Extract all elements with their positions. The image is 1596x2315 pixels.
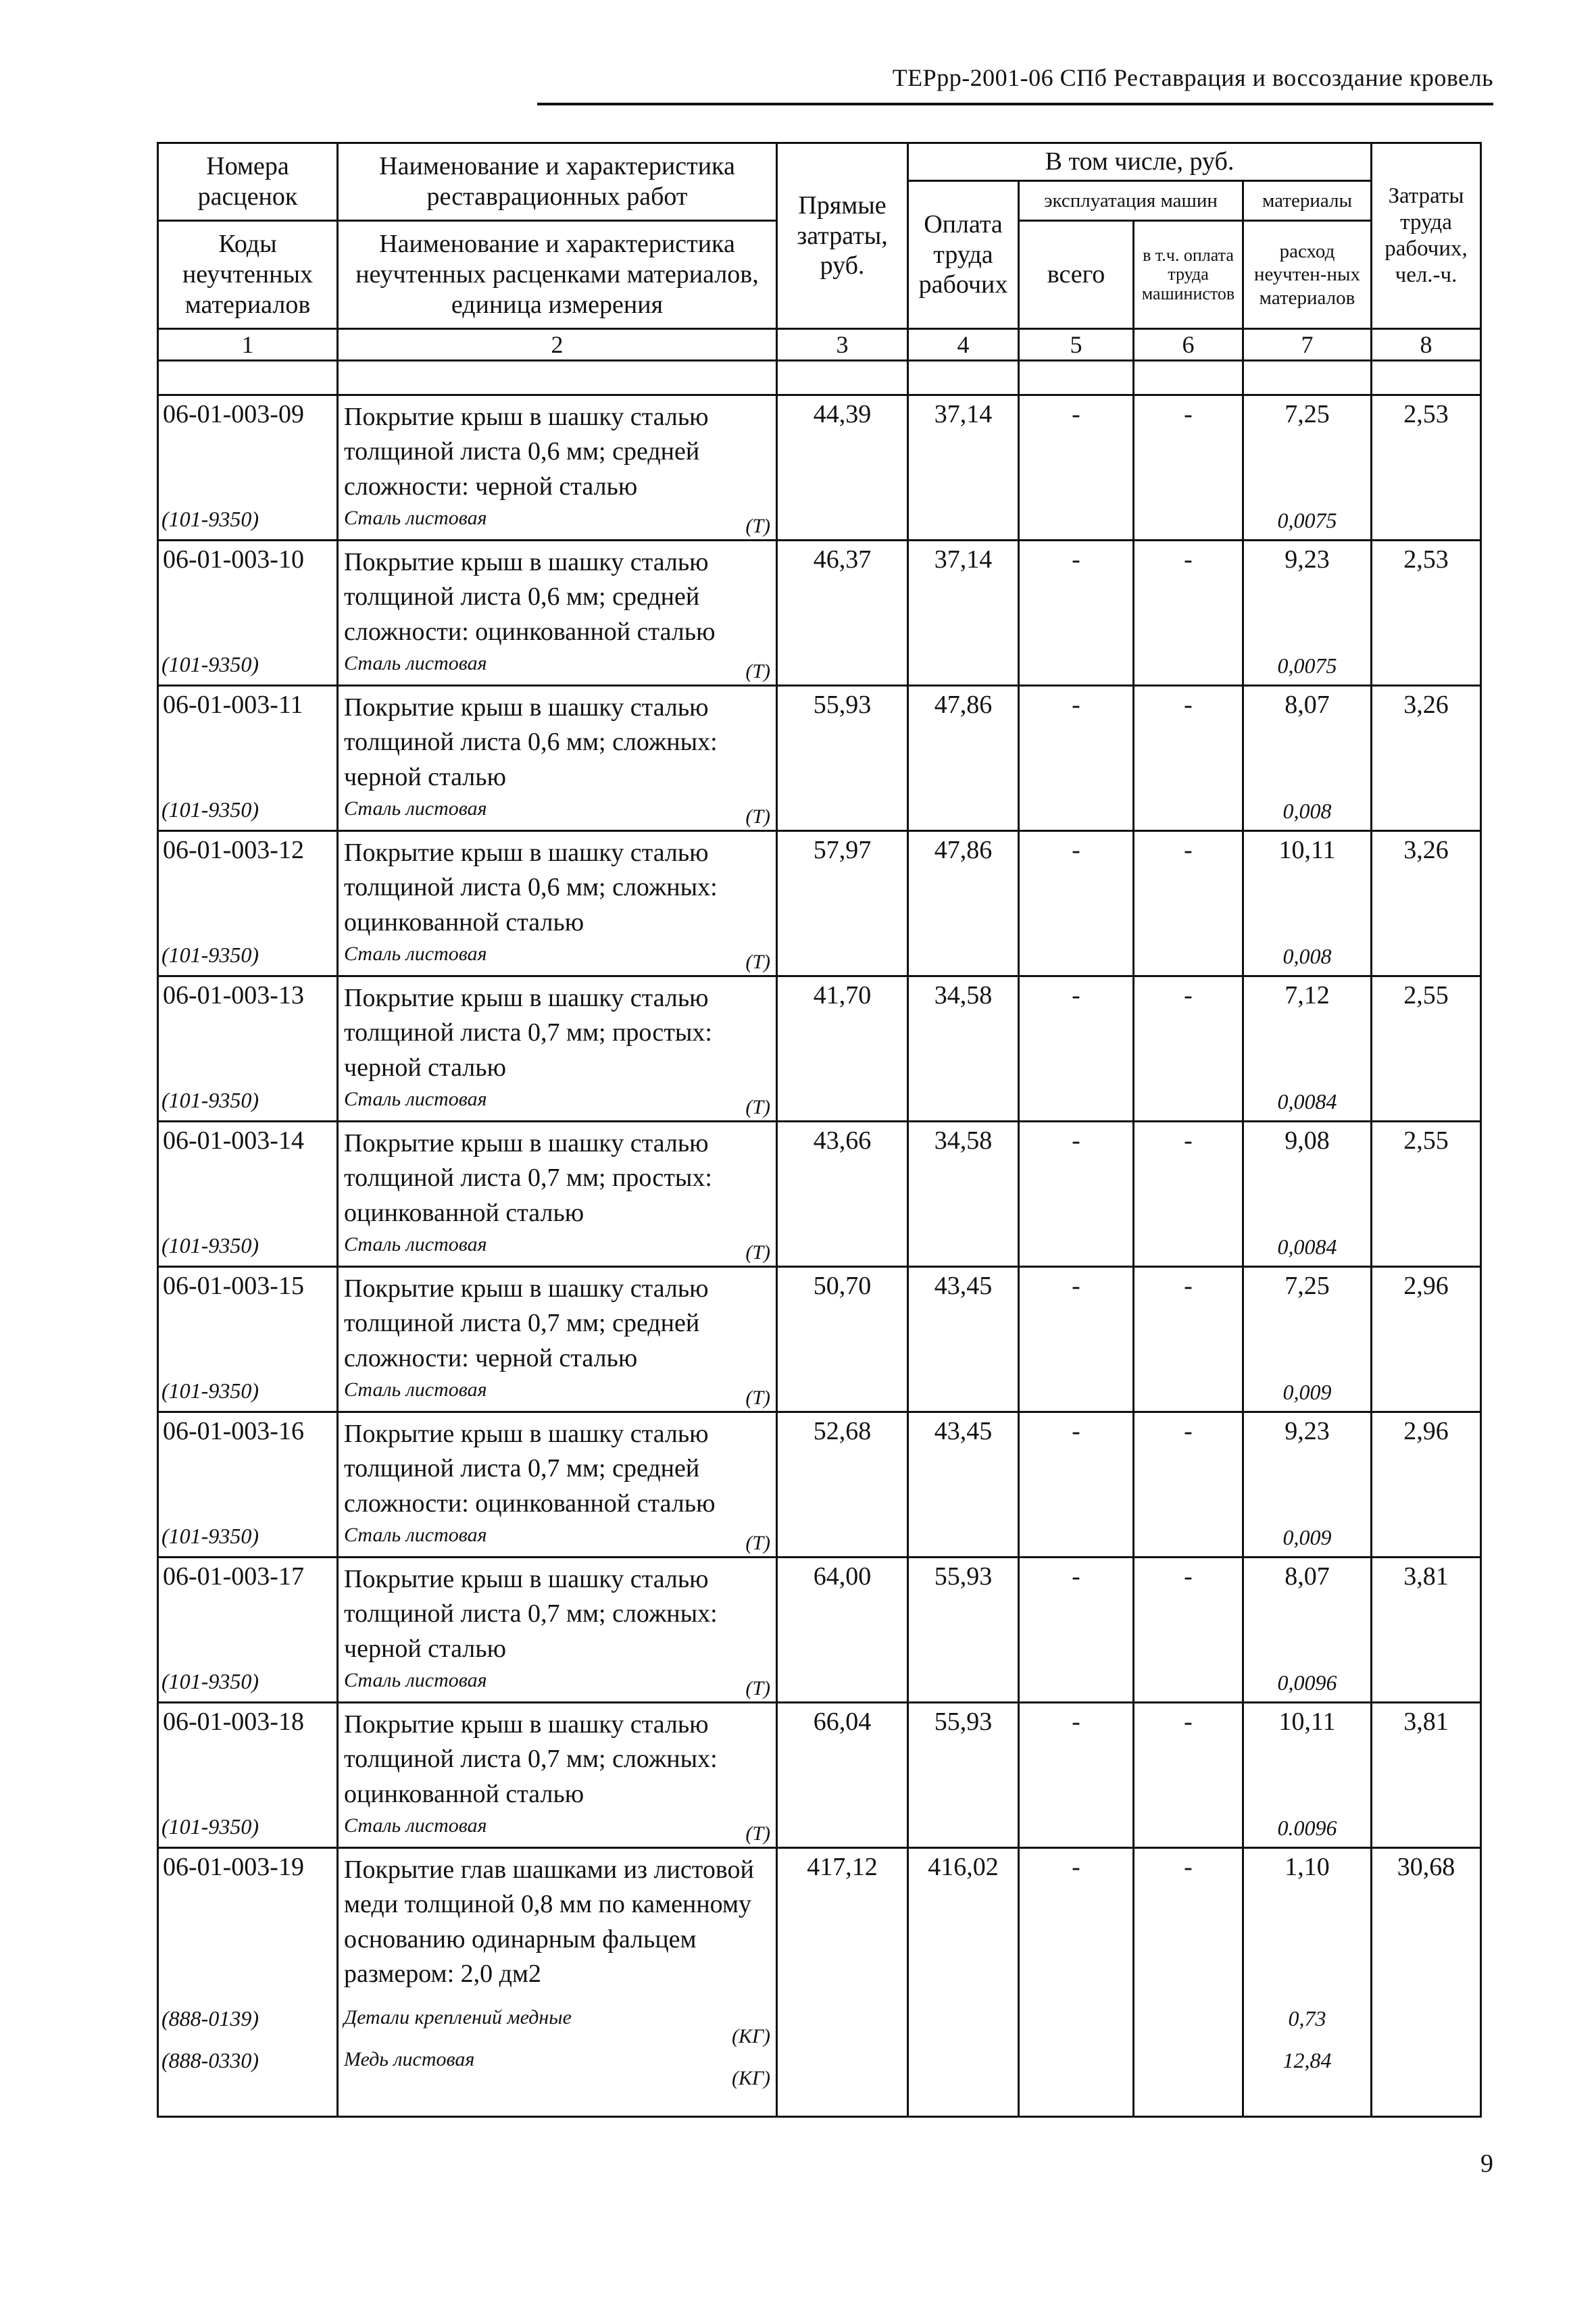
header-material-name: Наименование и характеристика неучтенных расценками материалов, единица измерения [338,221,777,329]
direct-costs-cell [777,395,908,541]
materials-cell [1243,831,1372,976]
material-unit: (Т) [745,515,770,537]
material-code: (101-9350) [161,652,259,676]
material-unit: (Т) [745,1532,770,1554]
rate-code-cell [158,686,338,831]
rate-code: 06-01-003-09 [163,400,304,428]
header-machines: эксплуатация машин [1019,181,1243,221]
operators-pay-value: - [1184,836,1193,864]
material-name: Сталь листовая [344,797,487,820]
labor-pay-cell [908,1703,1019,1848]
materials-cell [1243,686,1372,831]
material-name: Сталь листовая [344,1524,487,1546]
operators-pay-value: - [1184,691,1193,719]
operators-pay-cell [1134,1703,1243,1848]
column-number: 5 [1019,329,1134,361]
material-name: Сталь листовая [344,652,487,674]
rate-code: 06-01-003-10 [163,545,304,574]
column-number: 1 [158,329,338,361]
material-unit: (КГ) [732,2067,770,2089]
page-number: 9 [1480,2149,1493,2178]
materials-cell [1243,1122,1372,1267]
rates-table-container [157,142,1480,2118]
labor-pay-value: 34,58 [934,981,993,1010]
material-code: (101-9350) [161,507,259,531]
operators-pay-value: - [1184,545,1193,574]
labor-hours-value: 3,81 [1403,1562,1449,1591]
work-title-cell [338,395,777,541]
work-title: Покрытие крыш в шашку сталью толщиной листа 0,7 мм; простых: черной сталью [344,984,712,1082]
labor-pay-value: 47,86 [934,836,993,864]
table-row [158,976,1481,1122]
rate-code: 06-01-003-16 [163,1417,304,1445]
work-title: Покрытие крыш в шашку сталью толщиной листа 0,7 мм; средней сложности: черной сталью [344,1274,709,1372]
operators-pay-value: - [1184,1272,1193,1300]
material-consumption: 0,009 [1282,1380,1332,1404]
operators-pay-cell [1134,686,1243,831]
rate-code-cell [158,1267,338,1412]
direct-costs-value: 46,37 [813,545,872,574]
labor-pay-cell [908,1267,1019,1412]
machines-total-cell [1019,1412,1134,1558]
labor-pay-cell [908,1848,1019,2117]
machines-total-value: - [1072,1853,1080,1881]
header-consumption: расход неучтен-ных материалов [1243,221,1372,329]
direct-costs-value: 66,04 [813,1708,872,1736]
operators-pay-value: - [1184,981,1193,1010]
rate-code: 06-01-003-12 [163,836,304,864]
table-head [158,143,1481,395]
work-title-cell [338,1267,777,1412]
labor-hours-value: 3,26 [1403,691,1449,719]
rate-code: 06-01-003-11 [163,691,303,719]
machines-total-cell [1019,1703,1134,1848]
material-unit: (Т) [745,805,770,828]
machines-total-value: - [1072,836,1080,864]
labor-pay-value: 43,45 [934,1417,993,1445]
materials-cell [1243,976,1372,1122]
operators-pay-value: - [1184,1562,1193,1591]
rate-code: 06-01-003-14 [163,1126,304,1155]
materials-cell [1243,1412,1372,1558]
materials-cell [1243,1267,1372,1412]
materials-cell [1243,1703,1372,1848]
spacer-row [158,361,1481,395]
operators-pay-value: - [1184,400,1193,428]
operators-pay-cell [1134,1122,1243,1267]
table-row [158,1703,1481,1848]
rates-table [157,142,1482,2118]
labor-pay-cell [908,395,1019,541]
material-unit: (Т) [745,1096,770,1118]
table-row [158,686,1481,831]
direct-costs-value: 55,93 [813,691,872,719]
work-title-cell [338,1412,777,1558]
material-consumption: 0,0075 [1277,653,1337,678]
rate-code-cell [158,831,338,976]
labor-pay-value: 34,58 [934,1126,993,1155]
materials-cost: 8,07 [1285,691,1330,719]
table-row [158,831,1481,976]
table-row [158,1412,1481,1558]
labor-hours-cell [1372,1558,1481,1703]
operators-pay-value: - [1184,1417,1193,1445]
materials-cost: 1,10 [1285,1853,1330,1881]
rate-code-cell [158,1703,338,1848]
operators-pay-cell [1134,1412,1243,1558]
labor-pay-value: 55,93 [934,1562,993,1591]
rate-code-cell [158,1848,338,2117]
direct-costs-value: 44,39 [813,400,872,428]
labor-pay-value: 416,02 [928,1853,999,1881]
rate-code: 06-01-003-18 [163,1708,304,1736]
material-code: (101-9350) [161,1233,259,1258]
operators-pay-cell [1134,1848,1243,2117]
direct-costs-value: 64,00 [813,1562,872,1591]
material-code: (101-9350) [161,1669,259,1693]
column-number: 7 [1243,329,1372,361]
work-title: Покрытие крыш в шашку сталью толщиной листа 0,6 мм; средней сложности: оцинкованной сталью [344,548,716,646]
material-name: Сталь листовая [344,1233,487,1255]
material-name: Медь листовая [344,2048,475,2070]
direct-costs-value: 417,12 [807,1853,878,1881]
material-name: Сталь листовая [344,1669,487,1691]
labor-pay-cell [908,686,1019,831]
rate-code-cell [158,1412,338,1558]
direct-costs-cell [777,976,908,1122]
labor-hours-cell [1372,395,1481,541]
running-header: ТЕРрр-2001-06 СПб Реставрация и воссоздание кровель [892,64,1493,91]
direct-costs-value: 43,66 [813,1126,872,1155]
material-consumption: 12,84 [1282,2048,1332,2072]
column-number: 2 [338,329,777,361]
operators-pay-cell [1134,831,1243,976]
labor-pay-value: 43,45 [934,1272,993,1300]
work-title-cell [338,976,777,1122]
labor-pay-value: 37,14 [934,400,993,428]
work-title: Покрытие крыш в шашку сталью толщиной листа 0,7 мм; сложных: оцинкованной сталью [344,1710,718,1808]
direct-costs-cell [777,1848,908,2117]
material-consumption: 0,0084 [1277,1235,1337,1259]
direct-costs-cell [777,1703,908,1848]
material-consumption: 0,73 [1288,2006,1326,2031]
material-name: Сталь листовая [344,507,487,529]
material-consumption: 0,0096 [1277,1670,1337,1695]
table-row [158,1267,1481,1412]
column-number: 6 [1134,329,1243,361]
labor-hours-value: 2,55 [1403,1126,1449,1155]
labor-pay-cell [908,541,1019,686]
material-unit: (Т) [745,951,770,973]
materials-cell [1243,1558,1372,1703]
work-title-cell [338,541,777,686]
machines-total-cell [1019,831,1134,976]
operators-pay-cell [1134,1267,1243,1412]
material-code: (101-9350) [161,1524,259,1548]
direct-costs-cell [777,1267,908,1412]
work-title: Покрытие крыш в шашку сталью толщиной листа 0,6 мм; сложных: оцинкованной сталью [344,839,718,937]
material-code: (101-9350) [161,1378,259,1403]
rate-code: 06-01-003-15 [163,1272,304,1300]
rate-code-cell [158,976,338,1122]
header-machines-total: всего [1019,221,1134,329]
labor-hours-value: 2,96 [1403,1417,1449,1445]
machines-total-value: - [1072,545,1080,574]
machines-total-cell [1019,541,1134,686]
materials-cell [1243,1848,1372,2117]
material-unit: (Т) [745,1387,770,1409]
work-title: Покрытие глав шашками из листовой меди толщиной 0,8 мм по каменному основанию одинарным фальцем размером: 2,0 дм2 [344,1856,754,1988]
labor-hours-value: 3,81 [1403,1708,1449,1736]
labor-hours-value: 3,26 [1403,836,1449,864]
machines-total-cell [1019,976,1134,1122]
machines-total-value: - [1072,1126,1080,1155]
header-labor-costs: Затраты труда рабочих, чел.-ч. [1372,143,1481,329]
direct-costs-cell [777,686,908,831]
materials-cost: 10,11 [1278,836,1336,864]
work-title-cell [338,1558,777,1703]
material-code: (888-0330) [161,2048,259,2072]
operators-pay-cell [1134,395,1243,541]
labor-hours-value: 2,53 [1403,545,1449,574]
material-name: Сталь листовая [344,943,487,965]
material-name: Сталь листовая [344,1378,487,1401]
labor-pay-value: 55,93 [934,1708,993,1736]
header-rate-numbers: Номера расценок [158,143,338,221]
work-title: Покрытие крыш в шашку сталью толщиной листа 0,7 мм; простых: оцинкованной сталью [344,1129,712,1227]
header-labor-pay: Оплата труда рабочих [908,181,1019,329]
table-row [158,1848,1481,2117]
material-name: Сталь листовая [344,1088,487,1110]
direct-costs-cell [777,1122,908,1267]
machines-total-value: - [1072,1708,1080,1736]
materials-cost: 9,23 [1285,1417,1330,1445]
work-title-cell [338,1703,777,1848]
material-unit: (Т) [745,660,770,682]
labor-pay-cell [908,976,1019,1122]
direct-costs-value: 52,68 [813,1417,872,1445]
work-title-cell [338,831,777,976]
labor-hours-cell [1372,1267,1481,1412]
column-number: 3 [777,329,908,361]
material-consumption: 0.0096 [1277,1816,1337,1840]
labor-pay-value: 37,14 [934,545,993,574]
materials-cost: 7,25 [1285,400,1330,428]
direct-costs-value: 57,97 [813,836,872,864]
column-number: 8 [1372,329,1481,361]
rate-code: 06-01-003-13 [163,981,304,1010]
rate-code-cell [158,541,338,686]
labor-hours-cell [1372,976,1481,1122]
materials-cell [1243,395,1372,541]
labor-hours-cell [1372,1848,1481,2117]
labor-hours-cell [1372,1412,1481,1558]
header-rule [537,103,1493,105]
direct-costs-value: 50,70 [813,1272,872,1300]
table-row [158,1122,1481,1267]
operators-pay-cell [1134,976,1243,1122]
work-title-cell [338,1122,777,1267]
header-incl-operators: в т.ч. оплата труда машинистов [1134,221,1243,329]
table-row [158,395,1481,541]
material-name: Детали креплений медные [344,2006,572,2028]
material-consumption: 0,008 [1282,944,1332,968]
table-body [158,395,1481,2117]
machines-total-cell [1019,395,1134,541]
material-consumption: 0,0084 [1277,1089,1337,1114]
labor-hours-cell [1372,831,1481,976]
material-code: (101-9350) [161,1814,259,1839]
machines-total-cell [1019,1848,1134,2117]
materials-cost: 7,12 [1285,981,1330,1010]
direct-costs-cell [777,1412,908,1558]
labor-hours-cell [1372,1703,1481,1848]
header-direct-costs: Прямые затраты, руб. [777,143,908,329]
material-unit: (Т) [745,1822,770,1845]
machines-total-value: - [1072,1272,1080,1300]
work-title: Покрытие крыш в шашку сталью толщиной листа 0,6 мм; средней сложности: черной сталью [344,403,709,501]
rate-code-cell [158,395,338,541]
machines-total-value: - [1072,981,1080,1010]
direct-costs-cell [777,541,908,686]
materials-cost: 8,07 [1285,1562,1330,1591]
materials-cost: 10,11 [1278,1708,1336,1736]
rate-code-cell [158,1558,338,1703]
machines-total-value: - [1072,1417,1080,1445]
work-title-cell [338,1848,777,2117]
material-code: (101-9350) [161,797,259,822]
labor-hours-value: 2,53 [1403,400,1449,428]
labor-hours-value: 30,68 [1397,1853,1455,1881]
material-consumption: 0,009 [1282,1525,1332,1549]
labor-pay-cell [908,1122,1019,1267]
direct-costs-cell [777,831,908,976]
materials-cost: 7,25 [1285,1272,1330,1300]
header-work-name: Наименование и характеристика реставрационных работ [338,143,777,221]
work-title: Покрытие крыш в шашку сталью толщиной листа 0,7 мм; сложных: черной сталью [344,1565,718,1663]
material-code: (101-9350) [161,1088,259,1112]
machines-total-cell [1019,686,1134,831]
labor-hours-value: 2,55 [1403,981,1449,1010]
labor-pay-cell [908,831,1019,976]
direct-costs-value: 41,70 [813,981,872,1010]
labor-hours-cell [1372,686,1481,831]
operators-pay-value: - [1184,1126,1193,1155]
material-consumption: 0,008 [1282,799,1332,823]
operators-pay-value: - [1184,1708,1193,1736]
materials-cell [1243,541,1372,686]
machines-total-value: - [1072,400,1080,428]
labor-hours-cell [1372,541,1481,686]
materials-cost: 9,08 [1285,1126,1330,1155]
machines-total-value: - [1072,1562,1080,1591]
labor-pay-cell [908,1412,1019,1558]
column-number-row [158,329,1481,361]
rate-code: 06-01-003-17 [163,1562,304,1591]
labor-hours-value: 2,96 [1403,1272,1449,1300]
labor-pay-value: 47,86 [934,691,993,719]
operators-pay-cell [1134,541,1243,686]
material-name: Сталь листовая [344,1814,487,1837]
machines-total-value: - [1072,691,1080,719]
direct-costs-cell [777,1558,908,1703]
labor-hours-cell [1372,1122,1481,1267]
work-title: Покрытие крыш в шашку сталью толщиной листа 0,6 мм; сложных: черной сталью [344,693,718,791]
machines-total-cell [1019,1122,1134,1267]
table-row [158,541,1481,686]
material-code: (888-0139) [161,2006,259,2031]
material-consumption: 0,0075 [1277,508,1337,532]
header-material-codes: Коды неучтенных материалов [158,221,338,329]
work-title-cell [338,686,777,831]
table-row [158,1558,1481,1703]
machines-total-cell [1019,1267,1134,1412]
material-unit: (Т) [745,1241,770,1264]
material-code: (101-9350) [161,943,259,967]
material-unit: (КГ) [732,2025,770,2047]
operators-pay-value: - [1184,1853,1193,1881]
labor-pay-cell [908,1558,1019,1703]
rate-code: 06-01-003-19 [163,1853,304,1881]
machines-total-cell [1019,1558,1134,1703]
operators-pay-cell [1134,1558,1243,1703]
material-unit: (Т) [745,1677,770,1699]
materials-cost: 9,23 [1285,545,1330,574]
column-number: 4 [908,329,1019,361]
header-including: В том числе, руб. [908,143,1372,181]
work-title: Покрытие крыш в шашку сталью толщиной листа 0,7 мм; средней сложности: оцинкованной сталью [344,1420,716,1518]
header-materials: материалы [1243,181,1372,221]
rate-code-cell [158,1122,338,1267]
